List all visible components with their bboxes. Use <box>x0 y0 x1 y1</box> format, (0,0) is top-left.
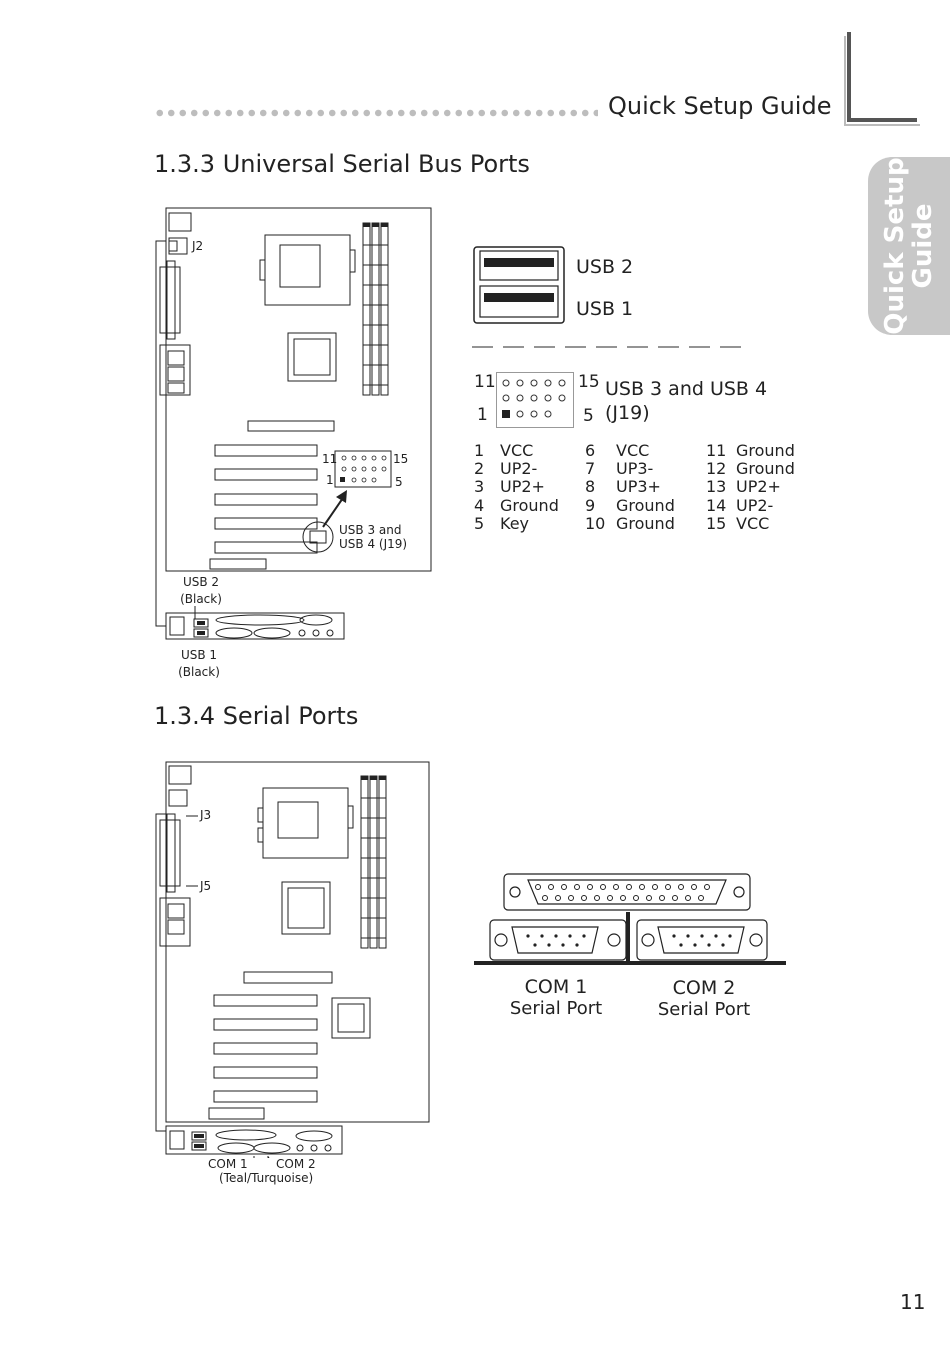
com1-sub: Serial Port <box>509 998 603 1019</box>
page-number: 11 <box>900 1290 926 1314</box>
pin-signal: UP2+ <box>736 477 781 497</box>
motherboard-diagram-serial <box>150 758 440 1158</box>
pin-signal: UP2- <box>500 459 538 479</box>
pin-signal: Key <box>500 513 530 533</box>
j19-label-5: 5 <box>583 406 594 426</box>
label-usb1-board <box>176 647 222 681</box>
label-usb2-board <box>178 574 224 608</box>
port-label-usb2: USB 2 <box>576 256 634 278</box>
pin-signal: Ground <box>500 495 559 515</box>
label-j2: J2 <box>192 239 204 253</box>
pin-signal: UP2+ <box>500 477 545 497</box>
pin-num: 1 <box>474 441 485 460</box>
j19-label-1: 1 <box>477 405 488 425</box>
label-usb2-color: (Black) <box>180 592 222 606</box>
corner-mark-shadow <box>844 36 846 126</box>
pin-num: 13 <box>706 477 727 497</box>
pin-num: 12 <box>706 459 727 479</box>
pin-num: 2 <box>474 459 485 479</box>
header-dot-rule <box>154 108 598 118</box>
label-j19-15: 15 <box>393 452 409 466</box>
label-j19-callout-1: USB 3 and <box>339 523 402 537</box>
pin-signal: UP2- <box>736 495 774 515</box>
pin-signal: Ground <box>736 441 795 460</box>
label-j19-5: 5 <box>395 475 403 489</box>
side-tab-line2: Guide <box>908 203 938 289</box>
j19-title-line2: (J19) <box>605 402 650 424</box>
label-j19-callout-2: USB 4 (J19) <box>339 537 408 551</box>
label-j19-11: 11 <box>322 452 338 466</box>
side-tab-label <box>881 157 937 334</box>
pin-row <box>706 478 795 496</box>
corner-mark-h <box>847 118 917 122</box>
pin-signal: Ground <box>616 495 675 515</box>
pin-num: 9 <box>585 495 596 515</box>
serial-ports-icon <box>474 872 786 968</box>
pin-table-col-3 <box>706 442 795 533</box>
com1-label <box>496 976 616 1020</box>
pin-row <box>474 442 559 460</box>
pin-table-col-2 <box>585 442 675 533</box>
label-usb2-name: USB 2 <box>182 575 220 589</box>
port-label-usb1: USB 1 <box>576 298 634 320</box>
com2-name: COM 2 <box>672 977 736 999</box>
corner-mark-shadow-h <box>844 124 920 126</box>
j19-label-11: 11 <box>474 372 496 392</box>
pin-num: 8 <box>585 477 596 497</box>
pin-num: 15 <box>706 513 727 533</box>
pin-num: 7 <box>585 459 596 479</box>
dashed-separator <box>472 343 752 351</box>
section-title-usb: 1.3.3 Universal Serial Bus Ports <box>154 150 530 178</box>
pin-signal: VCC <box>500 441 534 460</box>
pin-row <box>474 497 559 515</box>
corner-mark <box>847 32 851 122</box>
label-usb1-name: USB 1 <box>180 648 218 662</box>
header-title: Quick Setup Guide <box>608 92 832 120</box>
pin-row <box>706 460 795 478</box>
pin-signal: Ground <box>616 513 675 533</box>
j19-header-icon <box>496 372 574 428</box>
pin-row <box>585 460 675 478</box>
pin-signal: VCC <box>616 441 650 460</box>
label-com1-board: COM 1 <box>208 1157 248 1171</box>
pin-signal: VCC <box>736 513 770 533</box>
pin-num: 5 <box>474 513 485 533</box>
pin-row <box>585 478 675 496</box>
label-com-color: (Teal/Turquoise) <box>219 1171 314 1185</box>
label-j3: J3 <box>200 808 212 822</box>
pin-row <box>474 515 559 533</box>
pin-signal: Ground <box>736 459 795 479</box>
pin-num: 11 <box>706 441 727 460</box>
com2-label <box>644 977 764 1021</box>
com2-sub: Serial Port <box>657 999 751 1020</box>
pin-row <box>585 497 675 515</box>
pin-num: 6 <box>585 441 596 460</box>
j19-label-15: 15 <box>578 372 600 392</box>
usb-port-stack-icon <box>472 245 568 325</box>
pin-row <box>706 497 795 515</box>
label-j19-1: 1 <box>326 473 334 487</box>
pin-row <box>585 442 675 460</box>
label-usb1-color: (Black) <box>178 665 220 679</box>
pin-row <box>474 460 559 478</box>
pin-num: 10 <box>585 513 606 533</box>
pin-signal: UP3+ <box>616 477 661 497</box>
label-j5: J5 <box>200 879 212 893</box>
pin-signal: UP3- <box>616 459 654 479</box>
com1-name: COM 1 <box>524 976 588 998</box>
pin-row <box>585 515 675 533</box>
j19-title-line1: USB 3 and USB 4 <box>605 378 768 400</box>
label-com2-board: COM 2 <box>276 1157 316 1171</box>
pin-table-col-1 <box>474 442 559 533</box>
pin-row <box>706 515 795 533</box>
pin-num: 14 <box>706 495 727 515</box>
pin-num: 3 <box>474 477 485 497</box>
pin-row <box>706 442 795 460</box>
section-title-serial: 1.3.4 Serial Ports <box>154 702 359 730</box>
side-tab-line1: Quick Setup <box>880 157 910 335</box>
pin-row <box>474 478 559 496</box>
pin-num: 4 <box>474 495 485 515</box>
